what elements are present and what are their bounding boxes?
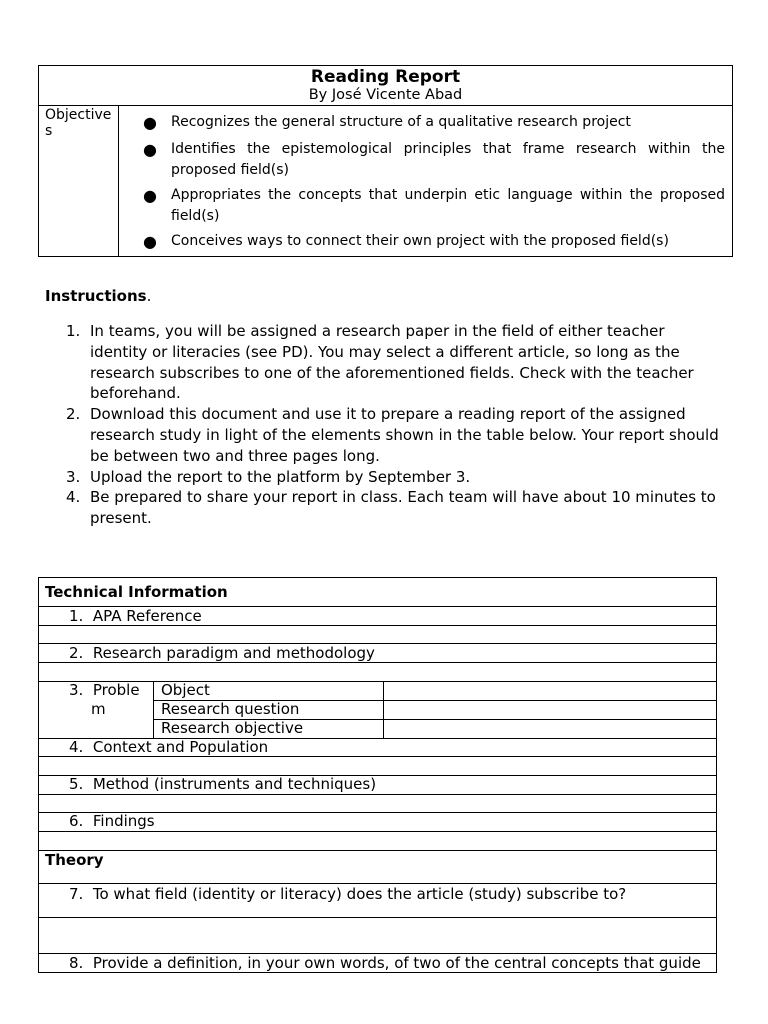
sub-object: Object bbox=[161, 681, 210, 699]
instructions-list bbox=[66, 321, 726, 529]
instruction-item: 3. Upload the report to the platform by September 3. bbox=[66, 467, 471, 486]
sub-research-question: Research question bbox=[161, 700, 300, 718]
objectives-table bbox=[38, 65, 733, 257]
document-author: By José Vicente Abad bbox=[308, 87, 463, 103]
objectives-label-line2: s bbox=[45, 123, 53, 139]
technical-heading: Technical Information bbox=[45, 583, 228, 601]
title-row bbox=[39, 66, 732, 106]
row-findings: 6. Findings bbox=[69, 812, 155, 830]
theory-heading: Theory bbox=[45, 851, 104, 869]
row-apa-reference: 1. APA Reference bbox=[69, 607, 202, 625]
objectives-label bbox=[39, 106, 119, 256]
report-table bbox=[38, 577, 717, 973]
objective-item: ● Recognizes the general structure of a qualitative research project bbox=[143, 113, 631, 132]
objectives-label-line1: Objective bbox=[45, 107, 112, 123]
instructions-heading: Instructions. bbox=[45, 287, 152, 305]
instruction-item: 4. Be prepared to share your report in class. Each team will have about 10 minutes to present. bbox=[66, 488, 716, 528]
sub-research-objective: Research objective bbox=[161, 719, 304, 737]
bullet-icon: ● bbox=[143, 186, 157, 205]
bullet-icon: ● bbox=[143, 232, 157, 251]
row-field-question: 7. To what field (identity or literacy) does the article (study) subscribe to? bbox=[69, 885, 627, 903]
objective-item: ● Appropriates the concepts that underpin etic language within the proposed field(s) bbox=[143, 186, 725, 224]
bullet-icon: ● bbox=[143, 113, 157, 132]
row-problem-line2: m bbox=[91, 700, 106, 718]
objectives-list bbox=[143, 112, 725, 258]
instruction-item: 1. In teams, you will be assigned a research paper in the field of either teacher identity or literacies (see PD). You may select a different article, so long as the research subscribes to one of the aforementioned fields. Check with the teacher beforehand. bbox=[66, 322, 694, 403]
instruction-item: 2. Download this document and use it to prepare a reading report of the assigned research study in light of the elements shown in the table below. Your report should be between two and three pages long. bbox=[66, 405, 719, 465]
objective-item: ● Conceives ways to connect their own project with the proposed field(s) bbox=[143, 232, 669, 251]
row-research-paradigm: 2. Research paradigm and methodology bbox=[69, 644, 375, 662]
row-problem: 3. Proble bbox=[69, 681, 140, 699]
document-title: Reading Report bbox=[310, 67, 461, 87]
row-context-population: 4. Context and Population bbox=[69, 738, 269, 756]
bullet-icon: ● bbox=[143, 140, 157, 159]
objective-item: ● Identifies the epistemological principles that frame research within the proposed field(s) bbox=[143, 140, 725, 178]
row-definition-question: 8. Provide a definition, in your own words, of two of the central concepts that guide bbox=[69, 954, 701, 972]
row-method: 5. Method (instruments and techniques) bbox=[69, 775, 377, 793]
